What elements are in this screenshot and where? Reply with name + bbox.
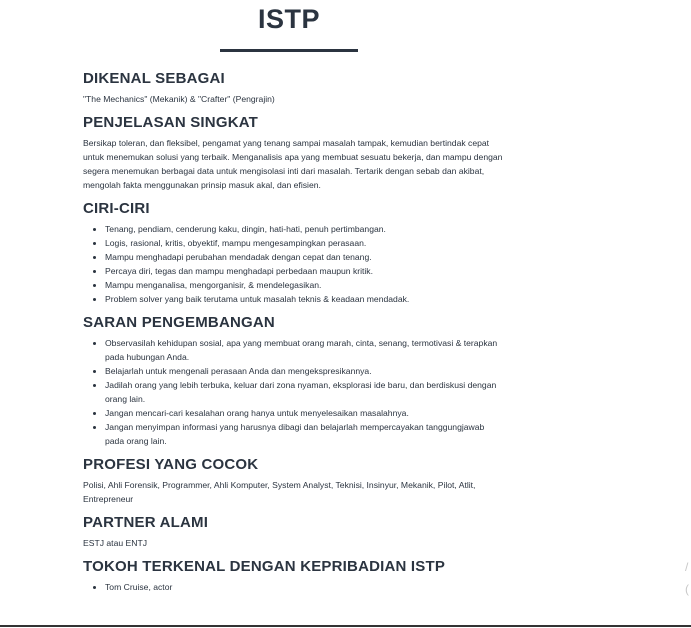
title-underline: [220, 49, 358, 52]
list-item: • Logis, rasional, kritis, obyektif, mampu mengesampingkan perasaan.: [105, 236, 503, 250]
summary-heading: PENJELASAN SINGKAT: [83, 114, 259, 131]
page-title: ISTP: [257, 4, 320, 34]
list-item: • Mampu menganalisa, mengorganisir, & mendelegasikan.: [105, 278, 503, 292]
section-partner: [83, 514, 503, 550]
list-item: • Jadilah orang yang lebih terbuka, keluar dari zona nyaman, eksplorasi ide baru, dan berdiskusi dengan orang lain.: [105, 378, 503, 406]
bottom-border: [0, 625, 691, 627]
list-item: • Jangan menyimpan informasi yang harusnya dibagi dan belajarlah mempercayakan tanggungjawab pada orang lain.: [105, 420, 503, 448]
known-as-text: "The Mechanics" (Mekanik) & "Crafter" (Pengrajin): [83, 94, 275, 104]
famous-list: [83, 580, 503, 594]
section-traits: [83, 200, 503, 306]
traits-heading: CIRI-CIRI: [83, 200, 150, 217]
section-development: [83, 314, 503, 448]
professions-text: Polisi, Ahli Forensik, Programmer, Ahli Komputer, System Analyst, Teknisi, Insinyur, Mekanik, Pilot, Atlit, Entrepreneur: [83, 480, 476, 504]
development-heading: SARAN PENGEMBANGAN: [83, 314, 275, 331]
section-famous: [83, 558, 503, 594]
section-known-as: [83, 70, 503, 106]
list-item: • Tenang, pendiam, cenderung kaku, dingin, hati-hati, penuh pertimbangan.: [105, 222, 503, 236]
content: [83, 70, 503, 602]
known-as-heading: DIKENAL SEBAGAI: [83, 70, 225, 87]
list-item: • Problem solver yang baik terutama untuk masalah teknis & keadaan mendadak.: [105, 292, 503, 306]
list-item: • Jangan mencari-cari kesalahan orang hanya untuk menyelesaikan masalahnya.: [105, 406, 503, 420]
partner-heading: PARTNER ALAMI: [83, 514, 209, 531]
list-item: • Tom Cruise, actor: [105, 580, 503, 594]
summary-text: Bersikap toleran, dan fleksibel, pengamat yang tenang sampai masalah tampak, kemudian bertindak cepat untuk menemukan solusi yang terbaik. Menganalisis apa yang membuat sesuatu bekerja, dan mampu dengan segera menemukan berbagai data untuk mengisolasi inti dari masalah. Tertarik dengan sebab dan akibat, mengolah fakta menggunakan prinsip masuk akal, dan efisien.: [83, 138, 503, 190]
list-item: • Belajarlah untuk mengenali perasaan Anda dan mengekspresikannya.: [105, 364, 503, 378]
traits-list: [83, 222, 503, 306]
list-item: • Mampu menghadapi perubahan mendadak dengan cepat dan tenang.: [105, 250, 503, 264]
list-item: • Observasilah kehidupan sosial, apa yang membuat orang marah, cinta, senang, termotivasi & terapkan pada hubungan Anda.: [105, 336, 503, 364]
partner-text: ESTJ atau ENTJ: [83, 538, 147, 548]
section-summary: [83, 114, 503, 192]
professions-heading: PROFESI YANG COCOK: [83, 456, 259, 473]
development-list: [83, 336, 503, 448]
section-professions: [83, 456, 503, 506]
list-item: • Percaya diri, tegas dan mampu menghadapi perbedaan maupun kritik.: [105, 264, 503, 278]
famous-heading: TOKOH TERKENAL DENGAN KEPRIBADIAN ISTP: [83, 558, 446, 575]
cropped-edge-glyphs: / (: [685, 560, 689, 596]
